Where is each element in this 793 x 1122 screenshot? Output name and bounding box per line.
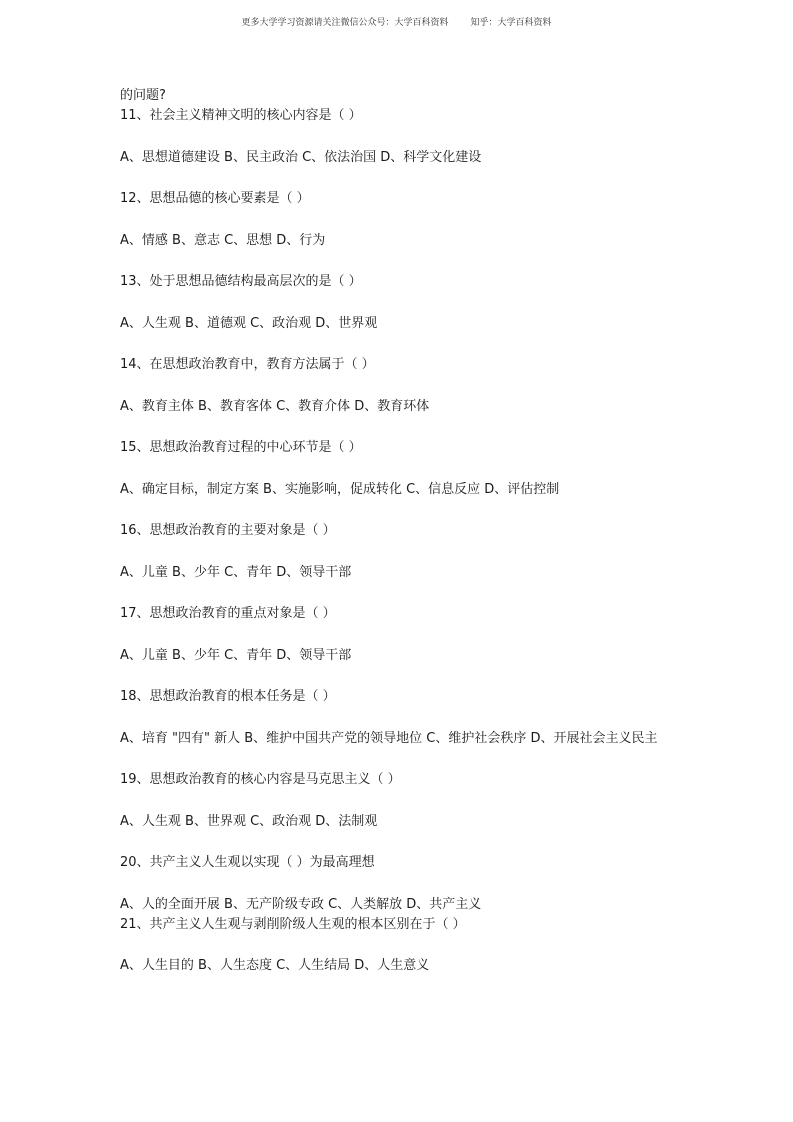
question-18: 18、思想政治教育的根本任务是（ ） [120,689,336,704]
options-18: A、培育 "四有" 新人 B、维护中国共产党的领导地位 C、维护社会秩序 D、开展社会主义民主 [120,730,658,746]
options-13: A、人生观 B、道德观 C、政治观 D、世界观 [120,315,378,331]
options-14: A、教育主体 B、教育客体 C、教育介体 D、教育环体 [120,398,430,414]
options-19: A、人生观 B、世界观 C、政治观 D、法制观 [120,813,378,829]
header-left-text: 更多大学学习资源请关注微信公众号：大学百科资料 [241,18,449,28]
question-21: 21、共产主义人生观与剥削阶级人生观的根本区别在于（ ） [120,916,466,932]
question-12: 12、思想品德的核心要素是（ ） [120,191,310,206]
options-15: A、确定目标，制定方案 B、实施影响，促成转化 C、信息反应 D、评估控制 [120,481,560,497]
options-20: A、人的全面开展 B、无产阶级专政 C、人类解放 D、共产主义 [120,896,482,912]
options-21: A、人生目的 B、人生态度 C、人生结局 D、人生意义 [120,958,430,973]
question-13: 13、处于思想品德结构最高层次的是（ ） [120,274,362,289]
question-16: 16、思想政治教育的主要对象是（ ） [120,523,336,538]
question-19: 19、思想政治教育的核心内容是马克思主义（ ） [120,772,401,787]
question-14: 14、在思想政治教育中，教育方法属于（ ） [120,357,375,372]
question-15: 15、思想政治教育过程的中心环节是（ ） [120,440,362,455]
question-17: 17、思想政治教育的重点对象是（ ） [120,606,336,621]
page-header [0,15,793,28]
question-20: 20、共产主义人生观以实现（ ）为最高理想 [120,855,375,870]
header-right-text: 知乎：大学百科资料 [470,18,552,28]
text-line: 的问题? [120,88,166,103]
options-16: A、儿童 B、少年 C、青年 D、领导干部 [120,564,352,580]
options-11: A、思想道德建设 B、民主政治 C、依法治国 D、科学文化建设 [120,149,482,165]
question-11: 11、社会主义精神文明的核心内容是（ ） [120,108,362,123]
document-body [120,86,680,976]
options-17: A、儿童 B、少年 C、青年 D、领导干部 [120,647,352,663]
options-12: A、情感 B、意志 C、思想 D、行为 [120,232,326,248]
